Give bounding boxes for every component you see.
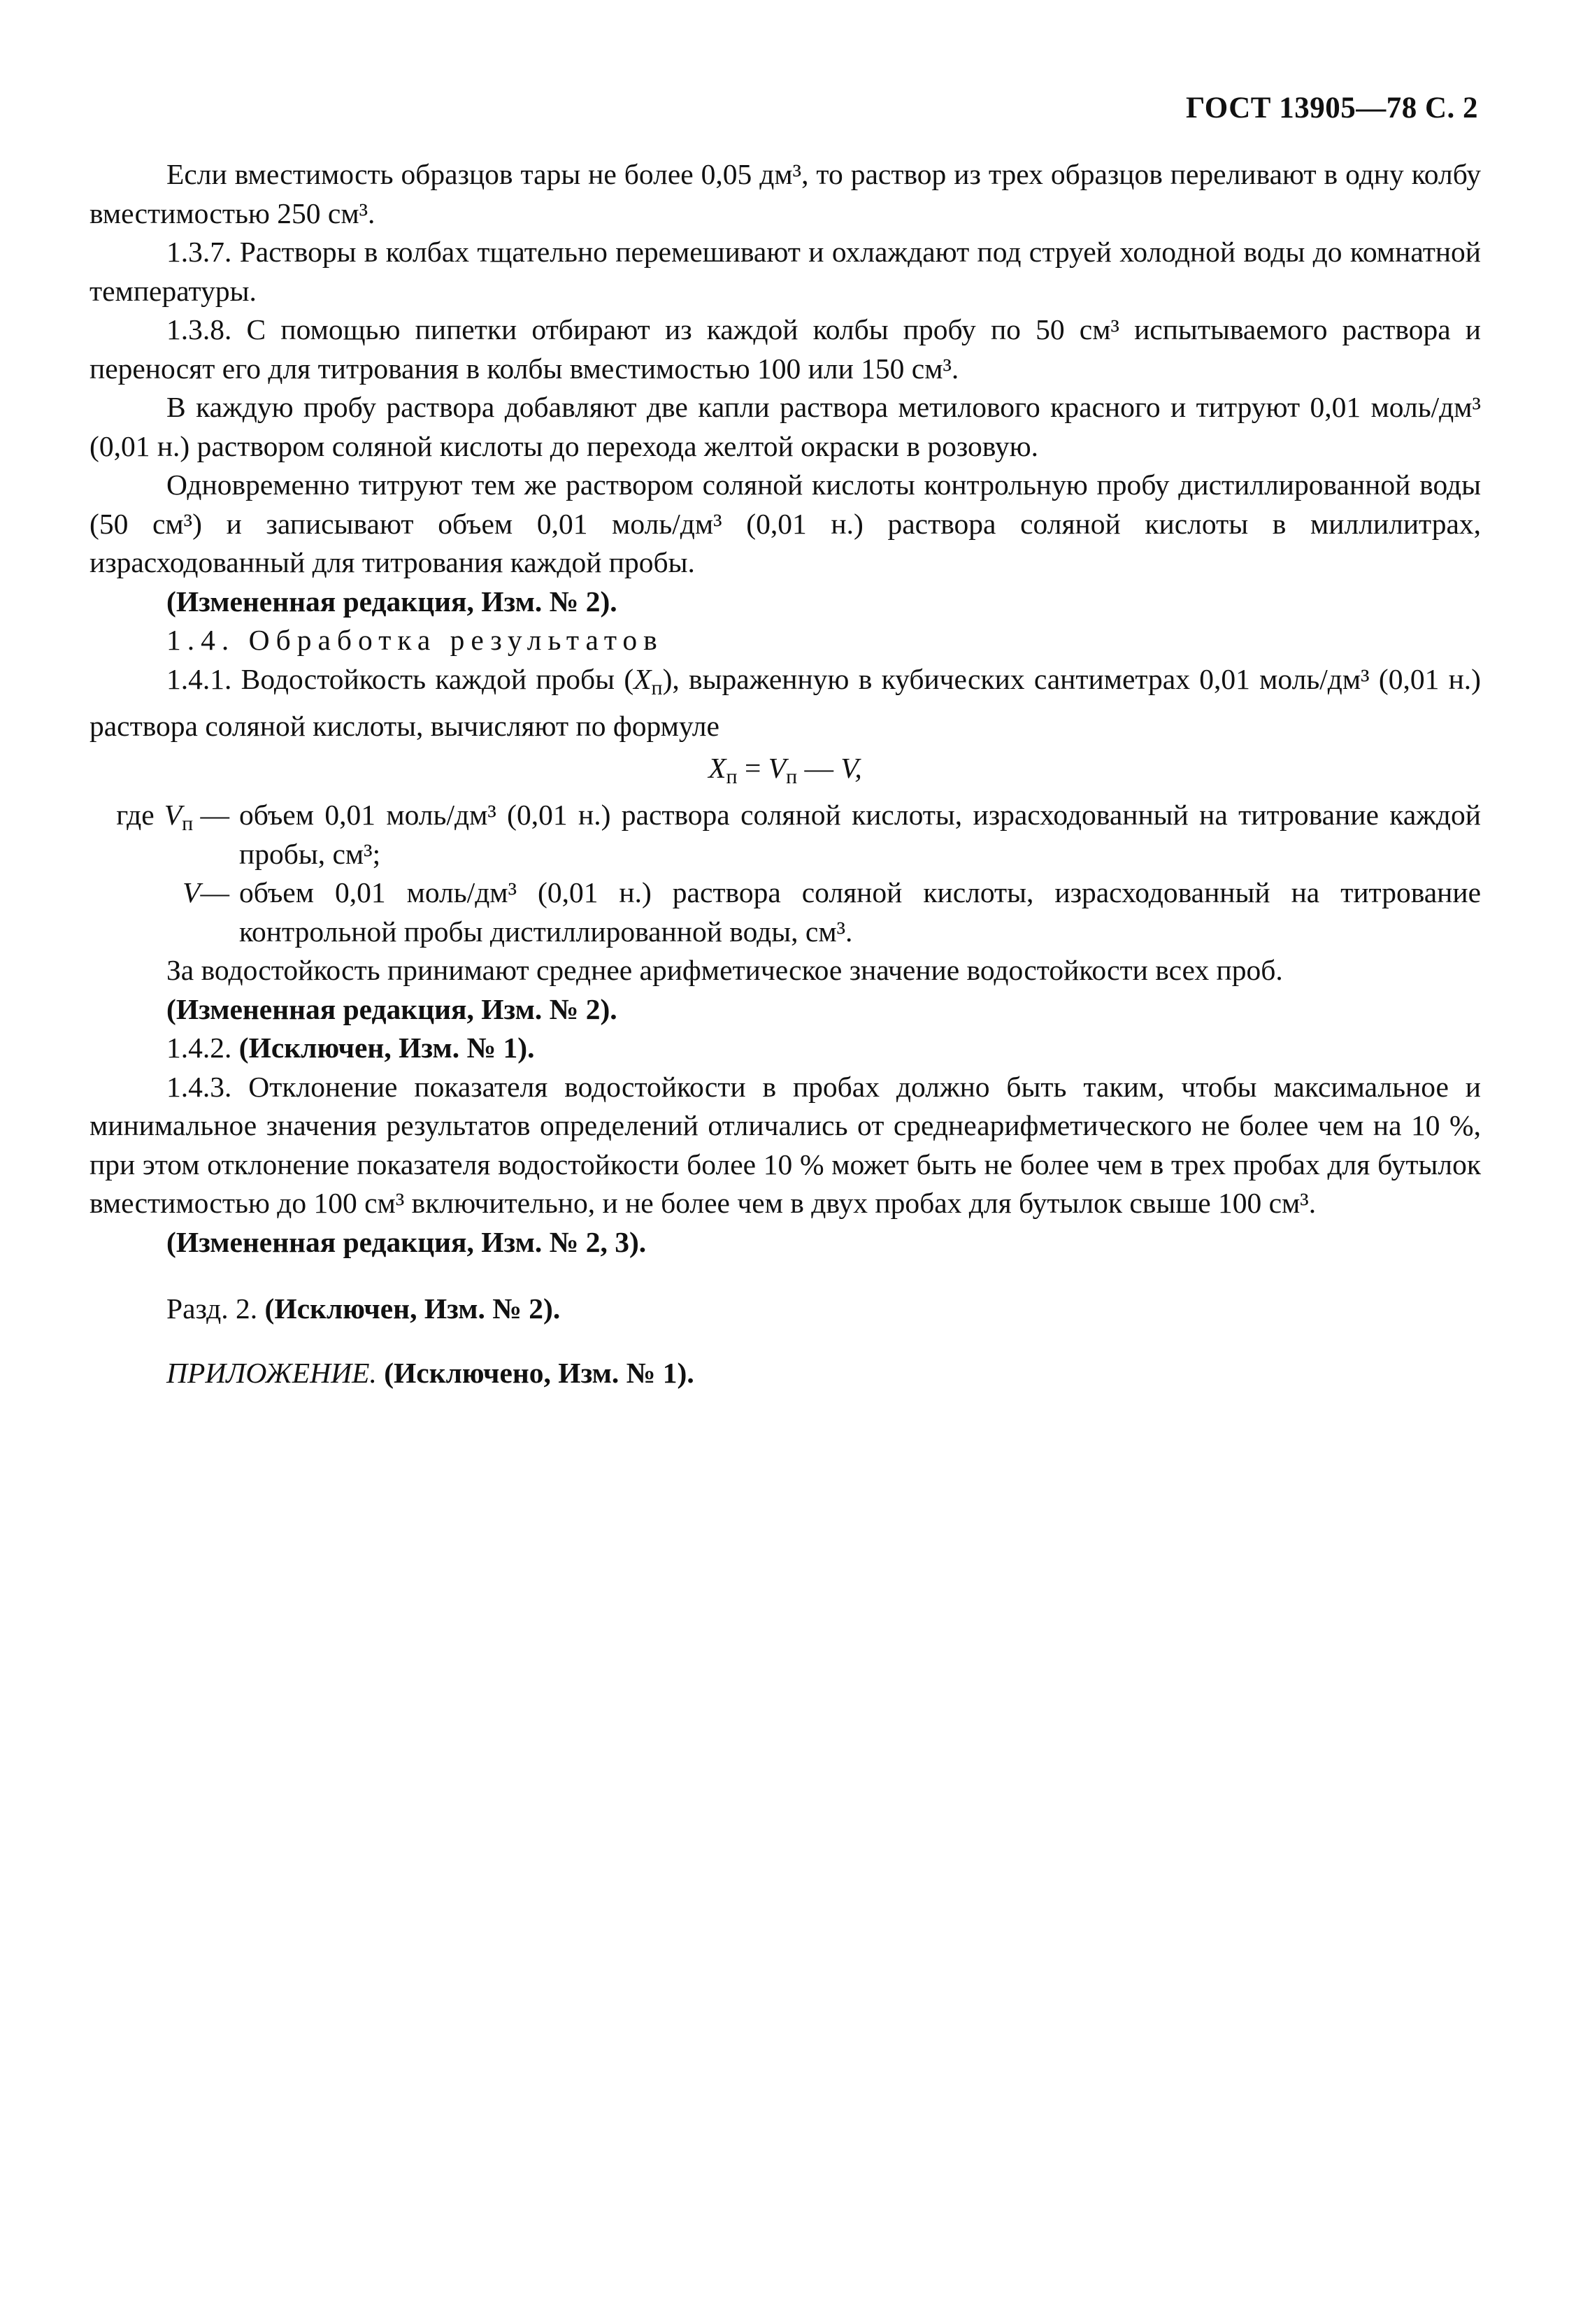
- formula-minus: —: [797, 751, 841, 784]
- where-label-v: [89, 874, 239, 951]
- page-header: ГОСТ 13905—78 С. 2: [1185, 92, 1478, 124]
- where-dash-v: —: [200, 876, 229, 908]
- section-heading-text: 1.4. Обработка результатов: [166, 624, 664, 656]
- where-label-vp: [89, 796, 239, 874]
- paragraph-1-4-2: [89, 1029, 1481, 1068]
- p141-sub: п: [651, 676, 663, 699]
- p142-number: 1.4.2.: [166, 1032, 239, 1064]
- where-dash-vp: —: [193, 799, 229, 831]
- paragraph-average: За водостойкость принимают среднее арифметическое значение водостойкости всех проб.: [166, 954, 1283, 986]
- p141-suffix: ), выраженную в кубических сантиметрах 0,01 моль/дм³ (0,01 н.) раствора соляной кислоты, вычисляют по формуле: [89, 662, 1482, 742]
- formula-lhs: X: [708, 751, 726, 784]
- appendix-excluded-note: (Исключено, Изм. № 1).: [376, 1356, 694, 1389]
- formula-lhs-sub: п: [726, 764, 738, 788]
- where-var-vp: V: [164, 799, 182, 831]
- where-definition-vp: [89, 796, 1481, 874]
- formula-v1-sub: п: [786, 764, 798, 788]
- formula: [89, 749, 1481, 797]
- where-definition-v: [89, 874, 1481, 951]
- paragraph-1-4-1: [89, 660, 1481, 746]
- paragraph-1-3-7: 1.3.7. Растворы в колбах тщательно перемешивают и охлаждают под струей холодной воды до комнатной температуры.: [89, 236, 1481, 307]
- section-2-excluded: [89, 1290, 1481, 1329]
- amendment-note-3: (Измененная редакция, Изм. № 2, 3).: [166, 1225, 647, 1258]
- amendment-note-2: (Измененная редакция, Изм. № 2).: [166, 992, 617, 1025]
- paragraph-control-sample: Одновременно титруют тем же раствором соляной кислоты контрольную пробу дистиллированной воды (50 см³) и записывают объем 0,01 моль/дм³ (0,01 н.) раствора соляной кислоты в миллилитрах, израсходованный для титрования каждой пробы.: [89, 469, 1481, 578]
- paragraph-titration: В каждую пробу раствора добавляют две капли раствора метилового красного и титруют 0,01 моль/дм³ (0,01 н.) раствором соляной кислоты до перехода желтой окраски в розовую.: [89, 391, 1481, 462]
- section-heading-1-4: [89, 621, 1481, 660]
- where-text-v: объем 0,01 моль/дм³ (0,01 н.) раствора соляной кислоты, израсходованный на титрование контрольной пробы дистиллированной воды, см³.: [239, 876, 1481, 948]
- paragraph-1-3-8: 1.3.8. С помощью пипетки отбирают из каждой колбы пробу по 50 см³ испытываемого раствора и переносят его для титрования в колбы вместимостью 100 или 150 см³.: [89, 313, 1481, 385]
- where-text-vp: объем 0,01 моль/дм³ (0,01 н.) раствора соляной кислоты, израсходованный на титрование каждой пробы, см³;: [239, 799, 1481, 870]
- p142-excluded: (Исключен, Изм. № 1).: [238, 1032, 535, 1064]
- where-lead: где: [116, 799, 155, 831]
- formula-v2: V,: [840, 751, 862, 784]
- document-body: [89, 155, 1481, 1392]
- appendix-label: ПРИЛОЖЕНИЕ.: [166, 1356, 377, 1389]
- paragraph-container-volume: Если вместимость образцов тары не более 0,05 дм³, то раствор из трех образцов переливают в одну колбу вместимостью 250 см³.: [89, 158, 1481, 229]
- amendment-note-1: (Измененная редакция, Изм. № 2).: [166, 585, 617, 618]
- paragraph-1-4-3: 1.4.3. Отклонение показателя водостойкости в пробах должно быть таким, чтобы максимальное и минимальное значения результатов определений отличались от среднеарифметического не более чем на 10 %, при этом отклонение показателя водостойкости более 10 % может быть не более чем в трех пробах для бутылок вместимостью до 100 см³ включительно, и не более чем в двух пробах для бутылок свыше 100 см³.: [89, 1070, 1481, 1219]
- razd-excluded: (Исключен, Изм. № 2).: [264, 1292, 561, 1325]
- where-var-v: V: [182, 876, 201, 908]
- where-var-vp-sub: п: [182, 812, 194, 835]
- p141-var: X: [633, 662, 652, 695]
- formula-eq: =: [737, 751, 768, 784]
- razd-label: Разд. 2.: [166, 1292, 265, 1325]
- p141-prefix: 1.4.1. Водостойкость каждой пробы (: [166, 662, 634, 695]
- formula-v1: V: [768, 751, 787, 784]
- appendix-excluded: [89, 1354, 1481, 1393]
